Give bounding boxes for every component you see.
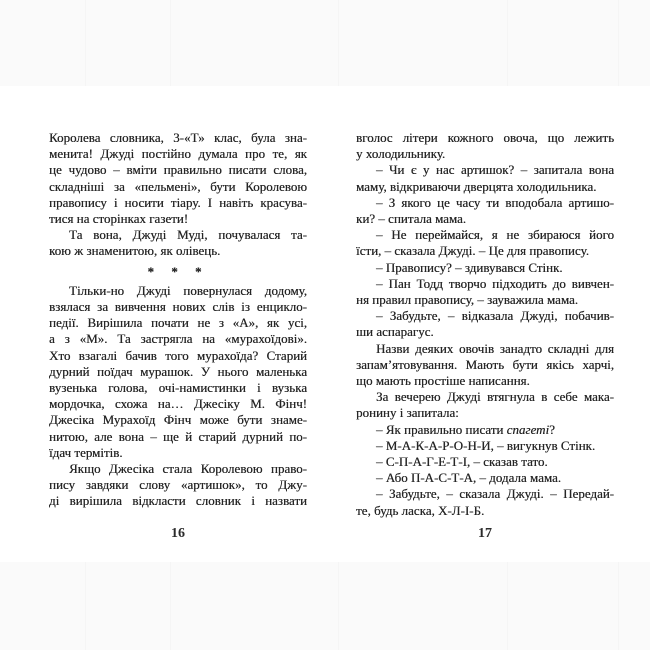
text-line: Джесіка Мурахоїд Фінч може бути знаме- xyxy=(49,412,307,428)
text-line: ки? – спитала мама. xyxy=(356,211,467,227)
text-line: що мають простіше написання. xyxy=(356,373,530,389)
text-line: Якщо Джесіка стала Королевою право- xyxy=(69,461,307,477)
text-line: тися на сторінках газети! xyxy=(49,211,189,227)
page-number: 17 xyxy=(478,526,492,541)
text-line: – Забудьте, – сказала Джуді. – Передай- xyxy=(376,486,614,502)
text-line: – Забудьте, – відказала Джуді, побачив- xyxy=(376,308,614,324)
text-line: кою ж знаменитою, як олівець. xyxy=(49,243,221,259)
text-line: – Пан Тодд творчо підходить до вивчен- xyxy=(376,275,614,291)
scan-seam xyxy=(507,0,508,86)
text-line: ня правил правопису, – зауважила мама. xyxy=(356,292,578,308)
section-separator: * * * xyxy=(147,263,209,279)
text-line: ши аспарагус. xyxy=(356,324,434,340)
text-line: – С-П-А-Г-Е-Т-І, – сказав тато. xyxy=(376,454,548,470)
text-line: Хто взагалі бачив того мурахоїда? Старий xyxy=(49,347,307,363)
text-line: – М-А-К-А-Р-О-Н-И, – вигукнув Стінк. xyxy=(376,437,596,453)
scan-seam xyxy=(338,0,339,86)
scan-seam xyxy=(85,562,86,650)
text-line: – З якого це часу ти вподобала артишо- xyxy=(376,194,614,210)
text-line: педії. Вирішила почати не з «А», як усі, xyxy=(49,315,307,331)
book-page-left xyxy=(49,130,307,510)
text-line: мордочка, схожа на… Джесіку М. Фінч! xyxy=(49,396,307,412)
text-line: те, будь ласка, Х-Л-І-Б. xyxy=(356,502,485,518)
scan-background-bottom xyxy=(0,562,650,650)
text-line: дурний поїдач мурашок. У нього маленька xyxy=(49,363,307,379)
scan-seam xyxy=(170,562,171,650)
text-line: правопису і носити тіару. І навіть красува- xyxy=(49,194,307,210)
text-line: а з «М». Та застрягла на «мурахоїдові». xyxy=(49,331,307,347)
text-line: вголос літери кожного овоча, що лежить xyxy=(356,130,614,145)
text-line: складніші за «пельмені», бути Королевою xyxy=(49,178,307,194)
text-line: За вечерею Джуді втягнула в себе мака- xyxy=(376,389,614,405)
text-line: їдач термітів. xyxy=(49,444,123,460)
text-line: – Не переймайся, я не збираюся його xyxy=(376,227,614,243)
text-line: вузенька голова, очі-намистинки і вузька xyxy=(49,380,307,396)
text-line: – Правопису? – здивувався Стінк. xyxy=(376,259,563,275)
book-page-right xyxy=(356,130,614,519)
dialogue-suffix: ? xyxy=(549,421,555,437)
scan-seam xyxy=(170,0,171,86)
scan-seam xyxy=(85,0,86,86)
text-line: взялася за вивчення нових слів із енцикло- xyxy=(49,299,307,315)
italic-word: спагеті xyxy=(506,421,550,437)
scan-background-top xyxy=(0,0,650,86)
text-line: нитою, але вона – ще й старий дурний по- xyxy=(49,428,307,444)
text-line xyxy=(356,422,614,438)
text-line: Та вона, Джуді Муді, почувалася та- xyxy=(69,227,307,243)
text-line: запам’ятовування. Мають бути якісь харчі, xyxy=(356,356,614,372)
text-line: – Або П-А-С-Т-А, – додала мама. xyxy=(376,470,561,486)
scan-seam xyxy=(507,562,508,650)
text-line: менита! Джуді постійно думала про те, як xyxy=(49,146,307,162)
page-number: 16 xyxy=(171,526,185,541)
text-line: Тільки-но Джуді повернулася додому, xyxy=(69,282,307,298)
text-line: їсти, – сказала Джуді. – Це для правопису. xyxy=(356,243,589,259)
scan-seam xyxy=(338,562,339,650)
text-line: Назви деяких овочів занадто складні для xyxy=(376,340,614,356)
text-line: це чудово – вміти правильно писати слова, xyxy=(49,162,307,178)
text-line: пису завдяки слову «артишок», то Джу- xyxy=(49,477,307,493)
text-line: ді вирішила відкласти словник і назвати xyxy=(49,493,307,509)
scan-seam xyxy=(618,0,619,86)
text-line: – Чи є у нас артишок? – запитала вона xyxy=(376,162,614,178)
text-line: Королева словника, 3-«Т» клас, була зна- xyxy=(49,130,307,145)
scan-seam xyxy=(618,562,619,650)
text-line: ронину і запитала: xyxy=(356,405,459,421)
text-line: маму, відкриваючи дверцята холодильника. xyxy=(356,178,597,194)
dialogue-prefix: – Як правильно писати xyxy=(376,421,507,437)
text-line: у холодильнику. xyxy=(356,146,446,162)
